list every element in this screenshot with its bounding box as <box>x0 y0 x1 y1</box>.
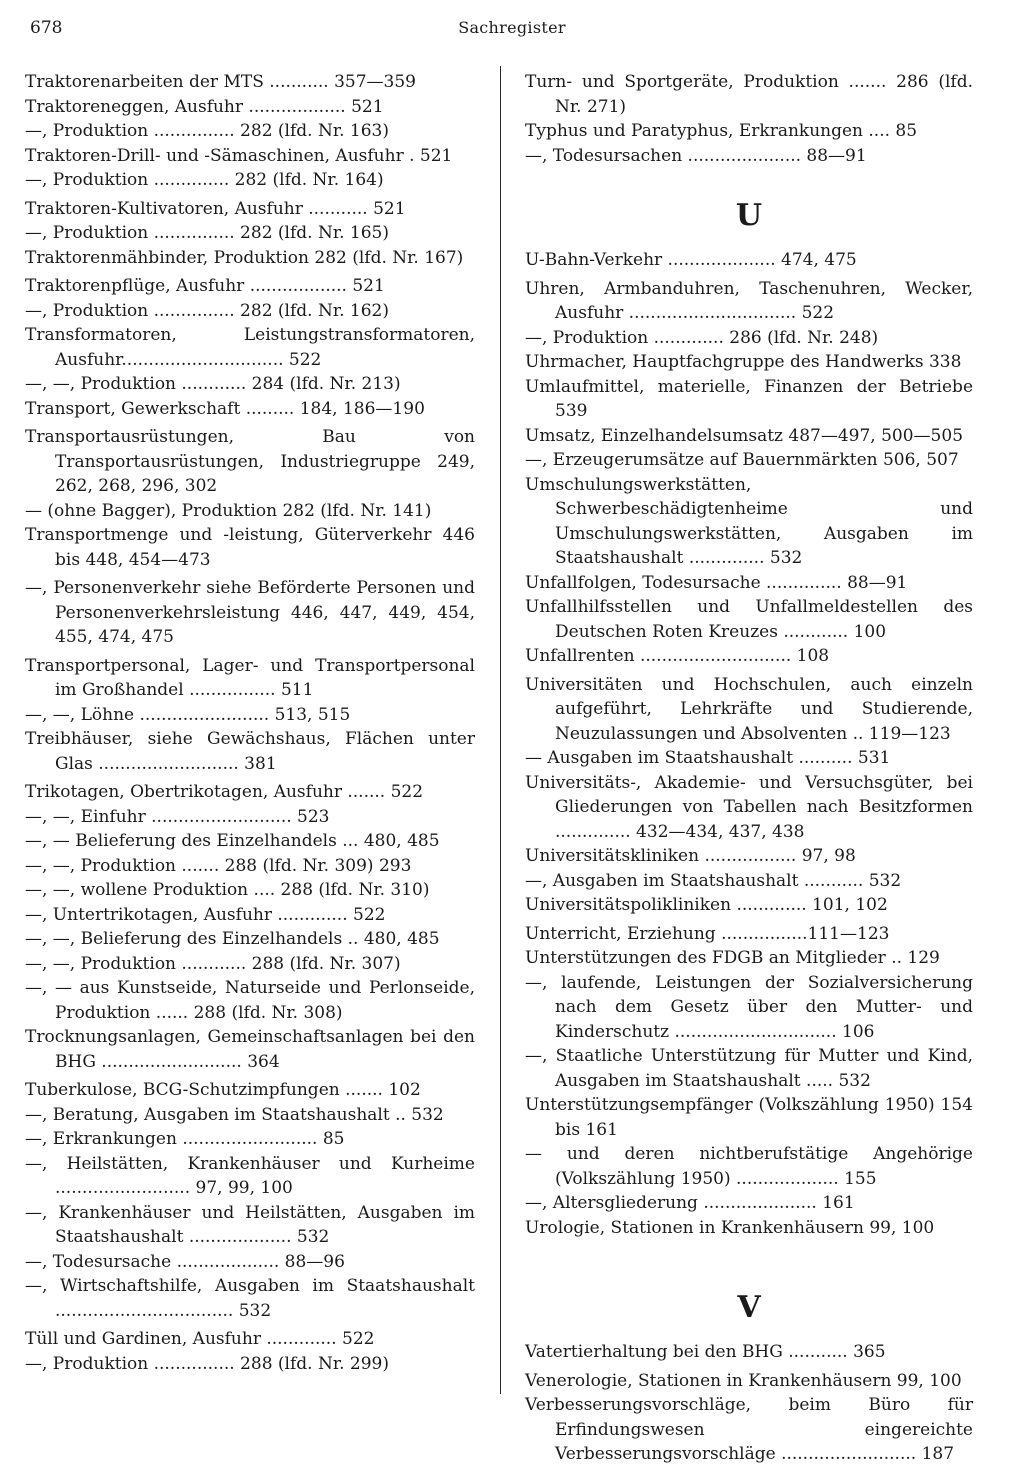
index-entry: Transportausrüstungen, Bau von Transportausrüstungen, Industriegruppe 249, 262, 268, 296, 302 <box>25 427 475 496</box>
index-entry: —, laufende, Leistungen der Sozialversicherung nach dem Gesetz über den Mutter- und Kinderschutz .............................. 106 <box>525 972 973 1042</box>
index-entry: Traktoren-Kultivatoren, Ausfuhr ........... 521 <box>25 198 406 219</box>
index-entry: Unfallfolgen, Todesursache .............. 88—91 <box>525 572 908 593</box>
section-letter-v: V <box>737 1290 761 1325</box>
index-entry: Traktorenarbeiten der MTS ........... 357—359 <box>25 72 416 92</box>
index-entry: —, —, Produktion ............ 288 (lfd. Nr. 307) <box>25 953 401 974</box>
index-entry: —, —, Produktion ............ 284 (lfd. Nr. 213) <box>25 374 401 394</box>
index-entry: U-Bahn-Verkehr .................... 474, 475 <box>525 250 857 270</box>
index-entry: —, Erkrankungen ......................... 85 <box>25 1129 345 1149</box>
index-entry: Umschulungswerkstätten, Schwerbeschädigtenheime und Umschulungswerkstätten, Ausgaben im Staatshaushalt .............. 532 <box>525 474 973 568</box>
index-entry: —, Staatliche Unterstützung für Mutter und Kind, Ausgaben im Staatshaushalt ..... 532 <box>525 1046 973 1091</box>
left-column <box>25 70 475 1376</box>
index-entry: —, Untertrikotagen, Ausfuhr ............. 522 <box>25 904 386 925</box>
section-letter-u: U <box>735 198 763 233</box>
index-entry: —, Krankenhäuser und Heilstätten, Ausgaben im Staatshaushalt ................... 532 <box>25 1202 475 1247</box>
index-entry: —, Produktion .............. 282 (lfd. Nr. 164) <box>25 170 384 190</box>
index-entry: — (ohne Bagger), Produktion 282 (lfd. Nr. 141) <box>25 500 432 521</box>
index-entry: Traktoren-Drill- und -Sämaschinen, Ausfuhr . 521 <box>25 145 453 166</box>
index-entry: —, Produktion ............. 286 (lfd. Nr. 248) <box>525 327 879 348</box>
index-entry: Verbesserungsvorschläge, beim Büro für Erfindungswesen eingereichte Verbesserungsvorschläge ......................... 187 <box>525 1395 973 1464</box>
index-entry: Universitäts-, Akademie- und Versuchsgüter, bei Gliederungen von Tabellen nach Besitzformen .............. 432—434, 437, 438 <box>525 772 973 842</box>
index-entry: Vatertierhaltung bei den BHG ........... 365 <box>525 1342 886 1362</box>
index-entry: Trikotagen, Obertrikotagen, Ausfuhr ....... 522 <box>25 782 424 802</box>
index-entry: —, Produktion ............... 282 (lfd. Nr. 162) <box>25 300 389 321</box>
index-entry: —, —, wollene Produktion .... 288 (lfd. Nr. 310) <box>25 880 430 900</box>
index-entry: —, — Belieferung des Einzelhandels ... 480, 485 <box>25 831 440 851</box>
index-entry: Typhus und Paratyphus, Erkrankungen .... 85 <box>525 121 918 141</box>
index-entry: Universitäten und Hochschulen, auch einzeln aufgeführt, Lehrkräfte und Studierende, Neuzulassungen und Absolventen .. 119—123 <box>525 674 973 744</box>
index-entry: Transportpersonal, Lager- und Transportpersonal im Großhandel ................ 511 <box>25 655 475 700</box>
index-entry: Universitätspolikliniken ............. 101, 102 <box>525 895 888 915</box>
index-entry: Traktorenpflüge, Ausfuhr .................. 521 <box>25 276 385 296</box>
index-entry: Uhrmacher, Hauptfachgruppe des Handwerks 338 <box>525 352 962 372</box>
index-entry: Unterstützungsempfänger (Volkszählung 1950) 154 bis 161 <box>525 1095 973 1140</box>
index-entry: —, Produktion ............... 288 (lfd. Nr. 299) <box>25 1353 389 1374</box>
index-entry: Uhren, Armbanduhren, Taschenuhren, Wecker, Ausfuhr ............................... 522 <box>525 278 973 323</box>
index-entry: Venerologie, Stationen in Krankenhäusern 99, 100 <box>525 1370 962 1391</box>
index-entry: —, Altersgliederung ..................... 161 <box>525 1193 855 1213</box>
index-entry: —, —, Löhne ........................ 513, 515 <box>25 704 351 725</box>
index-entry: Unterstützungen des FDGB an Mitglieder .. 129 <box>525 948 940 968</box>
page-number: 678 <box>30 18 63 38</box>
index-entry: Tuberkulose, BCG-Schutzimpfungen ....... 102 <box>25 1080 421 1100</box>
index-entry: —, Personenverkehr siehe Beförderte Personen und Personenverkehrsleistung 446, 447, 449, 454, 455, 474, 475 <box>25 578 475 647</box>
right-column <box>525 70 973 1467</box>
index-entry: Umlaufmittel, materielle, Finanzen der Betriebe 539 <box>525 376 973 421</box>
index-entry: —, Wirtschaftshilfe, Ausgaben im Staatshaushalt ................................. 532 <box>25 1276 475 1321</box>
index-entry: —, — aus Kunstseide, Naturseide und Perlonseide, Produktion ...... 288 (lfd. Nr. 308) <box>25 978 475 1023</box>
index-entry: Transportmenge und -leistung, Güterverkehr 446 bis 448, 454—473 <box>25 525 475 570</box>
index-entry: Traktorenmähbinder, Produktion 282 (lfd. Nr. 167) <box>25 247 464 268</box>
index-entry: Tüll und Gardinen, Ausfuhr ............. 522 <box>25 1329 375 1349</box>
index-entry: Umsatz, Einzelhandelsumsatz 487—497, 500—505 <box>525 425 964 446</box>
index-entry: Transport, Gewerkschaft ......... 184, 186—190 <box>25 398 425 419</box>
running-head: Sachregister <box>458 18 566 37</box>
index-entry: —, Erzeugerumsätze auf Bauernmärkten 506, 507 <box>525 450 959 470</box>
index-entry: —, Todesursache ................... 88—96 <box>25 1251 345 1272</box>
index-entry: Urologie, Stationen in Krankenhäusern 99, 100 <box>525 1217 935 1238</box>
index-entry: —, Produktion ............... 282 (lfd. Nr. 165) <box>25 223 389 243</box>
index-entry: Trocknungsanlagen, Gemeinschaftsanlagen bei den BHG .......................... 364 <box>25 1027 475 1072</box>
index-entry: — Ausgaben im Staatshaushalt .......... 531 <box>525 748 891 768</box>
index-entry: Turn- und Sportgeräte, Produktion ....... 286 (lfd. Nr. 271) <box>525 72 973 117</box>
index-entry: —, Beratung, Ausgaben im Staatshaushalt .. 532 <box>25 1104 444 1125</box>
index-entry: —, Heilstätten, Krankenhäuser und Kurheime ......................... 97, 99, 100 <box>25 1153 475 1198</box>
index-entry: Unfallhilfsstellen und Unfallmeldestellen des Deutschen Roten Kreuzes ............ 100 <box>525 597 973 642</box>
index-entry: Unfallrenten ............................ 108 <box>525 646 830 666</box>
index-entry: —, —, Einfuhr .......................... 523 <box>25 806 330 827</box>
index-entry: —, Ausgaben im Staatshaushalt ........... 532 <box>525 870 902 891</box>
index-entry: Treibhäuser, siehe Gewächshaus, Flächen unter Glas .......................... 381 <box>25 729 475 774</box>
index-entry: —, —, Produktion ....... 288 (lfd. Nr. 309) 293 <box>25 855 412 876</box>
index-entry: Universitätskliniken ................. 97, 98 <box>525 846 856 866</box>
column-divider <box>500 66 501 1394</box>
index-entry: —, —, Belieferung des Einzelhandels .. 480, 485 <box>25 929 440 949</box>
index-entry: Unterricht, Erziehung ................111—123 <box>525 923 890 944</box>
index-entry: Transformatoren, Leistungstransformatoren, Ausfuhr.............................. 522 <box>25 325 475 370</box>
index-entry: Traktoreneggen, Ausfuhr .................. 521 <box>25 96 384 117</box>
index-entry: —, Produktion ............... 282 (lfd. Nr. 163) <box>25 121 389 141</box>
index-entry: —, Todesursachen ..................... 88—91 <box>525 145 867 166</box>
index-entry: — und deren nichtberufstätige Angehörige (Volkszählung 1950) ................... 155 <box>525 1144 973 1189</box>
